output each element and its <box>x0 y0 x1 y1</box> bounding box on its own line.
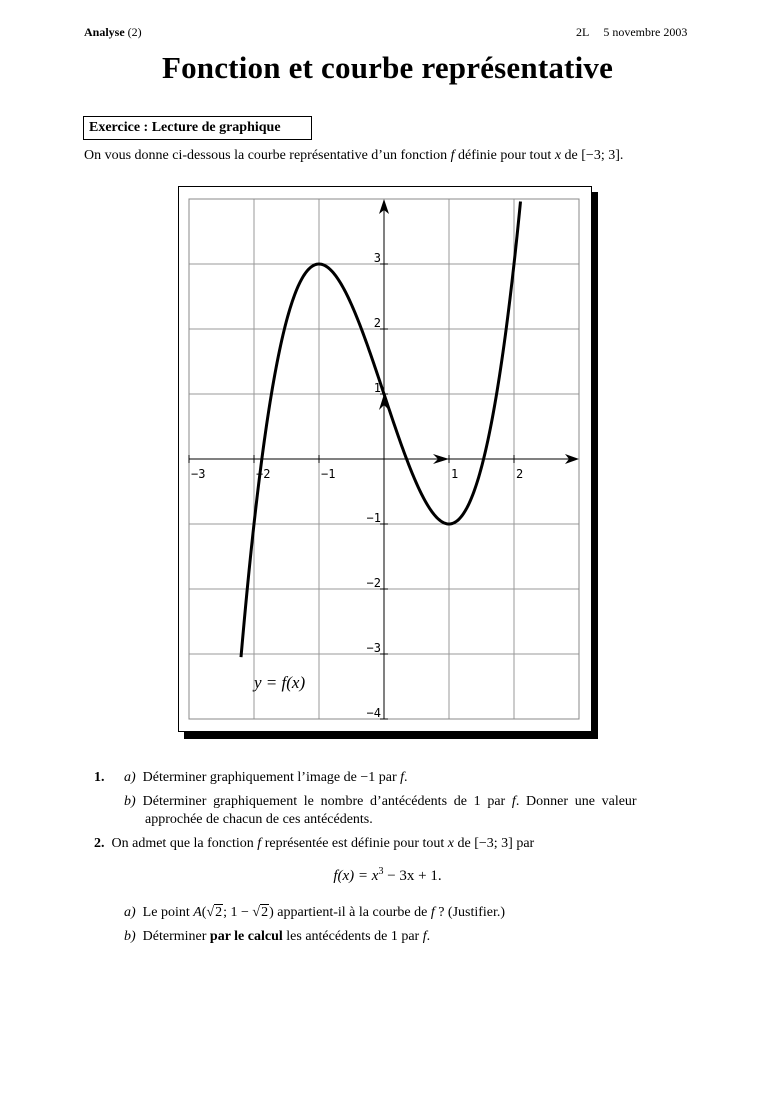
q2b-bold: par le calcul <box>209 929 283 944</box>
formula-lhs: f(x) = x <box>333 868 379 884</box>
q1b-line2: approchée de chacun de ces antécédents. <box>145 812 373 827</box>
q2a-radicand-2: 2 <box>261 905 269 920</box>
x-tick-label: −1 <box>321 467 336 481</box>
function-formula <box>0 866 775 885</box>
x-tick-label: 1 <box>451 467 459 481</box>
q2-f: f <box>257 836 262 851</box>
x-tick-label: 2 <box>516 467 524 481</box>
q2a-f: f <box>430 905 435 920</box>
q2a-text-1: Le point <box>142 905 194 920</box>
q1b-line1 <box>143 794 637 809</box>
intro-text-1: On vous donne ci-dessous la courbe représentative d’un fonction <box>84 148 451 163</box>
intro-text-3: de [−3; 3]. <box>561 148 624 163</box>
question-1b <box>124 794 692 810</box>
intro-text-2: définie pour tout <box>454 148 555 163</box>
q1-num: 1. <box>94 770 105 785</box>
q2a-point-A: A <box>193 905 202 920</box>
header-subject <box>84 25 142 40</box>
q2-num: 2. <box>94 836 105 851</box>
q2b-f: f <box>422 929 427 944</box>
x-tick-label: −3 <box>191 467 206 481</box>
tick-marks <box>189 264 514 719</box>
q2-text-1: On admet que la fonction <box>111 836 258 851</box>
q2a-letter: a) <box>124 905 136 920</box>
intro-x: x <box>554 148 562 163</box>
q2b-text-1: Déterminer <box>142 929 210 944</box>
q2a-open: (√ <box>201 905 215 920</box>
question-2a <box>124 905 505 921</box>
y-tick-label: −2 <box>366 576 381 590</box>
q1b-letter: b) <box>124 794 136 809</box>
formula-exponent: 3 <box>378 866 384 877</box>
x-tick-label: −2 <box>256 467 271 481</box>
intro-f: f <box>450 148 455 163</box>
curve-label: y = f(x) <box>254 673 306 692</box>
q1b-f: f <box>511 794 516 809</box>
q1b-line1-b: . Donner une valeur <box>515 794 637 809</box>
page-title: Fonction et courbe représentative <box>161 50 614 85</box>
question-2b <box>124 929 430 945</box>
y-tick-label: −1 <box>366 511 381 525</box>
header-subject-number: (2) <box>127 25 142 39</box>
y-tick-label: 3 <box>373 251 381 265</box>
intro-paragraph <box>84 148 623 164</box>
q2b-text-2: les antécédents de 1 par <box>282 929 423 944</box>
q2a-radicand-1: 2 <box>215 905 223 920</box>
header-subject-name: Analyse <box>84 25 125 39</box>
question-1a <box>124 770 408 786</box>
question-2 <box>94 836 534 852</box>
question-1-number <box>94 770 105 786</box>
q1b-line1-a: Déterminer graphiquement le nombre d’antécédents de 1 par <box>142 794 512 809</box>
header-class-date <box>576 25 687 40</box>
q2-text-2: représentée est définie pour tout <box>261 836 448 851</box>
q2a-text-3: ? (Justifier.) <box>434 905 506 920</box>
q1a-f: f <box>400 770 405 785</box>
q2b-end: . <box>426 929 431 944</box>
y-tick-label: 2 <box>373 316 381 330</box>
q2a-mid: ; 1 − √ <box>223 905 261 920</box>
exercise-heading-box: Exercice : Lecture de graphique <box>83 116 312 140</box>
q2-x: x <box>447 836 454 851</box>
q1a-end: . <box>404 770 408 785</box>
q2-text-3: de [−3; 3] par <box>454 836 535 851</box>
header-date: 5 novembre 2003 <box>603 25 688 39</box>
function-graph <box>178 186 592 732</box>
y-tick-label: 1 <box>373 381 381 395</box>
q1a-letter: a) <box>124 770 136 785</box>
q2b-letter: b) <box>124 929 136 944</box>
formula-rhs: − 3x + 1. <box>383 868 442 884</box>
y-tick-label: −3 <box>366 641 381 655</box>
q2a-text-2: ) appartient-il à la courbe de <box>269 905 431 920</box>
header-class: 2L <box>576 25 590 39</box>
y-tick-label: −4 <box>366 706 381 720</box>
q1a-text: Déterminer graphiquement l’image de −1 par <box>142 770 401 785</box>
